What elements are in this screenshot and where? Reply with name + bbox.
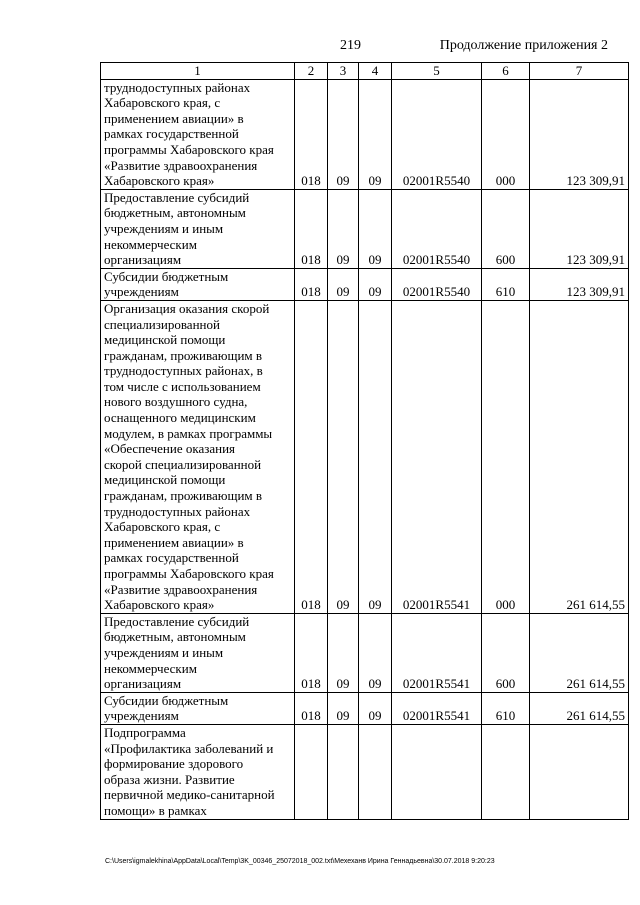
table-row <box>101 724 629 819</box>
description-line: Хабаровского края, с <box>104 519 221 535</box>
page-number: 219 <box>340 38 361 53</box>
col-header-2: 2 <box>295 63 328 80</box>
description-line: учреждениям и иным <box>104 220 224 236</box>
row-description <box>101 268 295 300</box>
subsection-code: 09 <box>359 692 392 724</box>
row-description <box>101 724 295 819</box>
expense-type-code: 600 <box>482 613 530 692</box>
target-article-code: 02001R5541 <box>392 692 482 724</box>
section-code <box>328 724 359 819</box>
target-article-code: 02001R5540 <box>392 189 482 268</box>
expense-type-code <box>482 724 530 819</box>
description-line: труднодоступных районах <box>104 79 251 95</box>
description-line: программы Хабаровского края <box>104 566 274 581</box>
description-line: медицинской помощи <box>104 332 226 348</box>
description-line: медицинской помощи <box>104 472 226 488</box>
ministry-code <box>295 724 328 819</box>
amount: 261 614,55 <box>530 300 629 613</box>
description-line: образа жизни. Развитие <box>104 771 235 787</box>
budget-table <box>100 62 629 820</box>
section-code: 09 <box>328 268 359 300</box>
description-line: «Развитие здравоохранения <box>104 581 258 597</box>
description-line: нового воздушного судна, <box>104 394 248 410</box>
col-header-4: 4 <box>359 63 392 80</box>
col-header-7: 7 <box>530 63 629 80</box>
subsection-code: 09 <box>359 613 392 692</box>
subsection-code: 09 <box>359 268 392 300</box>
description-line: Субсидии бюджетным <box>104 692 229 708</box>
table-row <box>101 79 629 189</box>
amount <box>530 724 629 819</box>
subsection-code <box>359 724 392 819</box>
description-line: труднодоступных районах <box>104 503 251 519</box>
expense-type-code: 600 <box>482 189 530 268</box>
column-number-row <box>101 63 629 80</box>
description-line: бюджетным, автономным <box>104 205 246 221</box>
table-row <box>101 613 629 692</box>
section-code: 09 <box>328 613 359 692</box>
table-row <box>101 268 629 300</box>
description-line: первичной медико-санитарной <box>104 787 275 803</box>
row-description <box>101 189 295 268</box>
section-code: 09 <box>328 300 359 613</box>
expense-type-code: 000 <box>482 79 530 189</box>
description-line: «Профилактика заболеваний и <box>104 740 274 756</box>
target-article-code: 02001R5541 <box>392 613 482 692</box>
amount: 123 309,91 <box>530 79 629 189</box>
row-description <box>101 79 295 189</box>
description-line: некоммерческим <box>104 660 197 676</box>
description-line: «Развитие здравоохранения <box>104 157 258 173</box>
section-code: 09 <box>328 692 359 724</box>
description-line: рамках государственной <box>104 550 239 566</box>
col-header-1: 1 <box>101 63 295 80</box>
description-line: организациям <box>104 676 182 692</box>
ministry-code: 018 <box>295 692 328 724</box>
description-line: Предоставление субсидий <box>104 613 250 629</box>
col-header-3: 3 <box>328 63 359 80</box>
description-line: специализированной <box>104 316 220 332</box>
description-line: модулем, в рамках программы <box>104 425 273 441</box>
description-line: учреждениям и иным <box>104 644 224 660</box>
ministry-code: 018 <box>295 300 328 613</box>
ministry-code: 018 <box>295 268 328 300</box>
target-article-code: 02001R5540 <box>392 268 482 300</box>
description-line: Предоставление субсидий <box>104 189 250 205</box>
amount: 123 309,91 <box>530 189 629 268</box>
subsection-code: 09 <box>359 300 392 613</box>
table-row <box>101 300 629 613</box>
description-line: «Обеспечение оказания <box>104 441 236 457</box>
description-line: учреждениям <box>104 284 179 300</box>
row-description <box>101 692 295 724</box>
ministry-code: 018 <box>295 79 328 189</box>
table-row <box>101 189 629 268</box>
table-row <box>101 692 629 724</box>
description-line: применением авиации» в <box>104 110 244 126</box>
description-line: учреждениям <box>104 708 179 724</box>
description-line: оснащенного медицинским <box>104 410 256 426</box>
description-line: Хабаровского края» <box>104 173 215 189</box>
description-line: гражданам, проживающим в <box>104 347 263 363</box>
target-article-code: 02001R5540 <box>392 79 482 189</box>
description-line: формирование здорового <box>104 756 244 772</box>
description-line: гражданам, проживающим в <box>104 488 263 504</box>
subsection-code: 09 <box>359 189 392 268</box>
description-line: некоммерческим <box>104 236 197 252</box>
description-line: Субсидии бюджетным <box>104 268 229 284</box>
file-path-footer: C:\Users\igmalekhina\AppData\Local\Temp\3K_00346_25072018_002.txt\Мехеханв Ирина Геннадьевна\30.07.2018 9:20:23 <box>105 858 495 865</box>
continuation-caption: Продолжение приложения 2 <box>439 38 608 53</box>
section-code: 09 <box>328 189 359 268</box>
expense-type-code: 610 <box>482 692 530 724</box>
target-article-code <box>392 724 482 819</box>
description-line: организациям <box>104 252 182 268</box>
description-line: Хабаровского края» <box>104 597 215 613</box>
row-description <box>101 300 295 613</box>
description-line: труднодоступных районах, в <box>104 363 263 379</box>
table-body <box>101 79 629 819</box>
col-header-6: 6 <box>482 63 530 80</box>
section-code: 09 <box>328 79 359 189</box>
description-line: том числе с использованием <box>104 378 261 394</box>
subsection-code: 09 <box>359 79 392 189</box>
amount: 123 309,91 <box>530 268 629 300</box>
amount: 261 614,55 <box>530 613 629 692</box>
description-line: бюджетным, автономным <box>104 629 246 645</box>
description-line: программы Хабаровского края <box>104 141 274 157</box>
expense-type-code: 610 <box>482 268 530 300</box>
ministry-code: 018 <box>295 613 328 692</box>
description-line: помощи» в рамках <box>104 802 207 818</box>
col-header-5: 5 <box>392 63 482 80</box>
expense-type-code: 000 <box>482 300 530 613</box>
description-line: Хабаровского края, с <box>104 95 221 111</box>
description-line: применением авиации» в <box>104 534 244 550</box>
target-article-code: 02001R5541 <box>392 300 482 613</box>
ministry-code: 018 <box>295 189 328 268</box>
description-line: Подпрограмма <box>104 724 186 740</box>
description-line: Организация оказания скорой <box>104 300 270 316</box>
row-description <box>101 613 295 692</box>
amount: 261 614,55 <box>530 692 629 724</box>
description-line: скорой специализированной <box>104 456 262 472</box>
description-line: рамках государственной <box>104 126 239 142</box>
